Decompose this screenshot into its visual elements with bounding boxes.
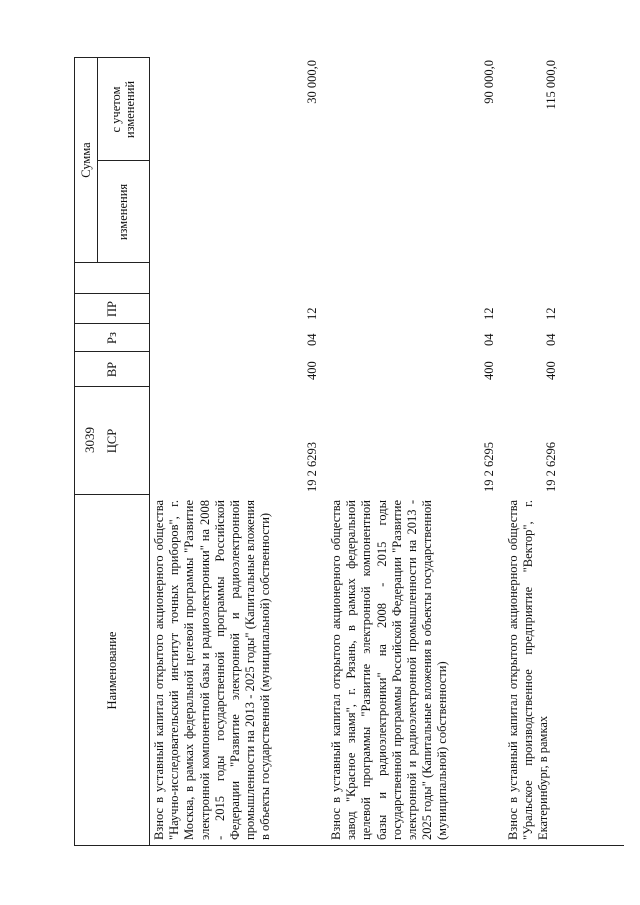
header-changes: изменения: [116, 183, 130, 241]
row-3-name: Взнос в уставный капитал открытого акционерного общества "Уральское производственное предприятие "Вектор", г. Екатеринбург, в рамках: [506, 500, 551, 840]
row-1-with-changes: 30 000,0: [305, 60, 319, 104]
header-name: Наименование: [104, 631, 119, 710]
row-1-csr: 19 2 6293: [305, 442, 319, 492]
row-3-vr: 400: [544, 361, 558, 380]
row-3-with-changes: 115 000,0: [544, 60, 558, 110]
row-1-name: Взнос в уставный капитал открытого акционерного общества "Научно-исследовательский институт точных приборов", г. Москва, в рамках федеральной целевой программы "Развитие электронной компонентной базы и радиоэлектроники" на 2008 - 2015 годы государственной программы Российской Федерации "Развитие электронной и радиоэлектронной промышленности на 2013 - 2025 годы" (Капитальные вложения в объекты государственной (муниципальной) собственности): [152, 500, 273, 840]
row-2-rz: 04: [482, 333, 496, 346]
page-number: 3039: [82, 427, 97, 453]
header-bottom-border: [149, 57, 150, 846]
row-2-csr: 19 2 6295: [482, 442, 496, 492]
row-2-name: Взнос в уставный капитал открытого акционерного общества завод "Красное знамя", г. Рязань, в рамках федеральной целевой программы "Развитие электронной компонентной базы и радиоэлектроники" на 2008 - 2015 годы государственной программы Российской Федерации "Развитие электронной и радиоэлектронной промышленности на 2013 - 2025 годы" (Капитальные вложения в объекты государственной (муниципальной) собственности): [329, 500, 450, 840]
row-1-pr: 12: [305, 307, 319, 320]
header-pr: ПР: [104, 301, 119, 317]
row-2-with-changes: 90 000,0: [482, 60, 496, 104]
row-2-vr: 400: [482, 361, 496, 380]
row-3-rz: 04: [544, 333, 558, 346]
header-csr-label: ЦСР: [104, 428, 119, 454]
row-2-pr: 12: [482, 307, 496, 320]
budget-table: [74, 57, 624, 846]
header-rz: Рз: [104, 332, 119, 344]
header-sum: Сумма: [78, 142, 93, 178]
header-with-changes: с учетом изменений: [109, 80, 137, 139]
row-1-rz: 04: [305, 333, 319, 346]
header-vr: ВР: [104, 361, 119, 378]
row-3-csr: 19 2 6296: [544, 442, 558, 492]
table-left-border: [74, 845, 624, 846]
row-1-vr: 400: [305, 361, 319, 380]
row-3-pr: 12: [544, 307, 558, 320]
